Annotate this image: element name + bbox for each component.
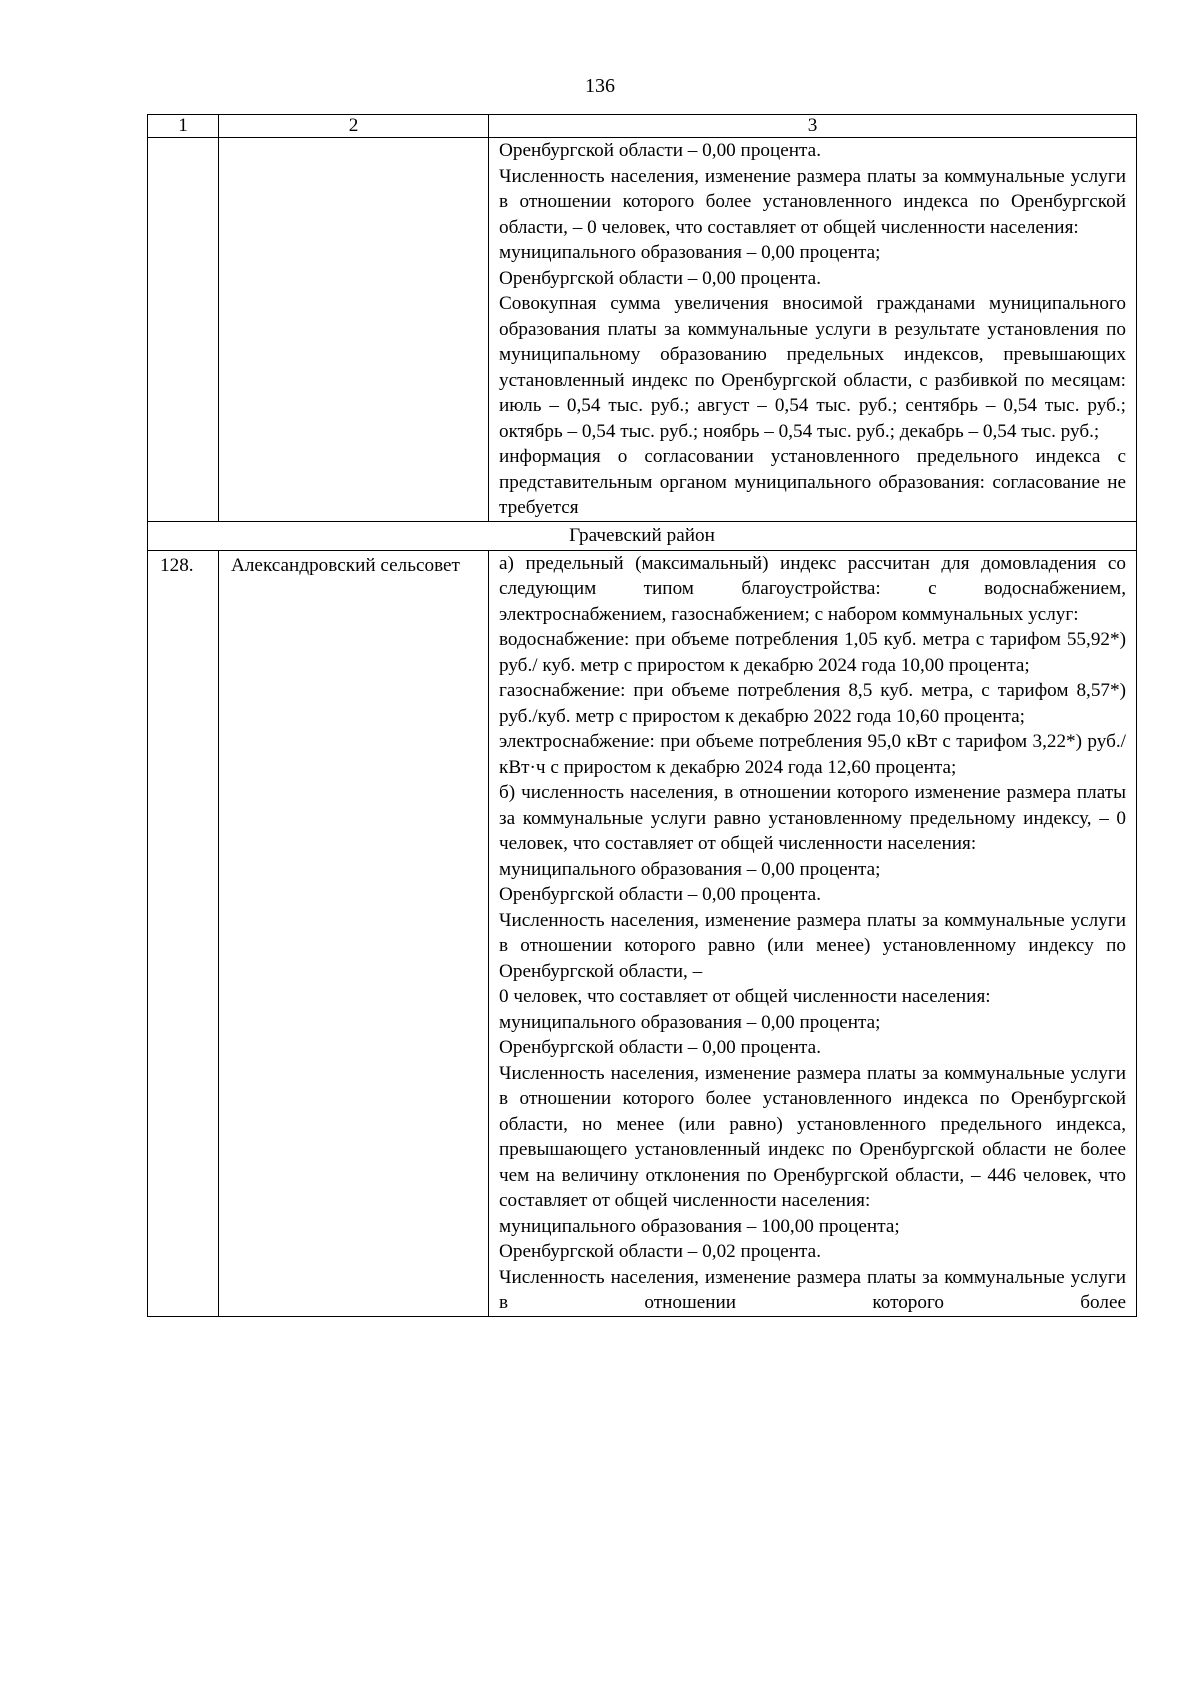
row-number: 128. — [148, 550, 219, 1316]
description-paragraph: Оренбургской области – 0,00 процента. — [499, 267, 821, 289]
page-number: 136 — [585, 75, 615, 97]
municipality-name: Александровский сельсовет — [219, 550, 489, 1316]
description-paragraph: Оренбургской области – 0,00 процента. — [499, 140, 821, 161]
description-paragraph: муниципального образования – 0,00 процента; — [499, 858, 881, 880]
description-paragraph: муниципального образования – 0,00 процента; — [499, 242, 881, 263]
description-paragraph: Численность населения, изменение размера платы за коммунальные услуги в отношении которого равно (или менее) установленному индексу по Оренбургской области, – — [499, 909, 1126, 982]
column-header-1: 1 — [148, 115, 219, 138]
description-paragraph: Численность населения, изменение размера платы за коммунальные услуги в отношении которого более установленного индекса по Оренбургской области, но менее (или равно) установленного предельного индекса, превышающего установленный индекс по Оренбургской области не более чем на величину отклонения по Оренбургской области, – 446 человек, что составляет от общей численности населения: — [499, 1062, 1126, 1211]
row-name-cell — [219, 138, 489, 522]
description-paragraph: Оренбургской области – 0,00 процента. — [499, 1037, 821, 1058]
description-paragraph: водоснабжение: при объеме потребления 1,05 куб. метра с тарифом 55,92*) руб./ куб. метр с приростом к декабрю 2024 года 10,00 процента; — [499, 629, 1126, 676]
description-paragraph: а) предельный (максимальный) индекс рассчитан для домовладения со следующим типом благоустройства: с водоснабжением, электроснабжением, газоснабжением; с набором коммунальных услуг: — [499, 552, 1126, 625]
row-description-cell — [489, 138, 1137, 522]
column-header-2: 2 — [219, 115, 489, 138]
description-paragraph: информация о согласовании установленного предельного индекса с представительным органом муниципального образования: согласование не требуется — [499, 446, 1126, 518]
description-paragraph: Совокупная сумма увеличения вносимой гражданами муниципального образования платы за коммунальные услуги в результате установления по муниципальному образованию предельных индексов, превышающих установленный индекс по Оренбургской области, с разбивкой по месяцам: июль – 0,54 тыс. руб.; август – 0,54 тыс. руб.; сентябрь – 0,54 тыс. руб.; октябрь – 0,54 тыс. руб.; ноябрь – 0,54 тыс. руб.; декабрь – 0,54 тыс. руб.; — [499, 293, 1126, 442]
section-row — [148, 521, 1137, 550]
table-row — [148, 550, 1137, 1316]
description-paragraph: 0 человек, что составляет от общей численности населения: — [499, 986, 991, 1007]
row-number-cell — [148, 138, 219, 522]
section-title: Грачевский район — [148, 521, 1137, 550]
tariff-index-table — [147, 114, 1137, 1317]
table-header-row — [148, 115, 1137, 138]
description-paragraph: Оренбургской области – 0,02 процента. — [499, 1241, 821, 1262]
description-paragraph: Оренбургской области – 0,00 процента. — [499, 884, 821, 905]
row-description-cell — [489, 550, 1137, 1316]
description-paragraph: Численность населения, изменение размера платы за коммунальные услуги в отношении которого более — [499, 1266, 1126, 1313]
description-paragraph: электроснабжение: при объеме потребления 95,0 кВт с тарифом 3,22*) руб./кВт·ч с приростом к декабрю 2024 года 12,60 процента; — [499, 731, 1126, 778]
description-paragraph: Численность населения, изменение размера платы за коммунальные услуги в отношении которого более установленного индекса по Оренбургской области, – 0 человек, что составляет от общей численности населения: — [499, 165, 1126, 238]
description-paragraph: муниципального образования – 100,00 процента; — [499, 1215, 900, 1237]
description-paragraph: б) численность населения, в отношении которого изменение размера платы за коммунальные услуги равно установленному предельному индексу, – 0 человек, что составляет от общей численности населения: — [499, 782, 1126, 854]
column-header-3: 3 — [489, 115, 1137, 138]
description-paragraph: муниципального образования – 0,00 процента; — [499, 1011, 881, 1033]
description-paragraph: газоснабжение: при объеме потребления 8,5 куб. метра, с тарифом 8,57*) руб./куб. метр с приростом к декабрю 2022 года 10,60 процента; — [499, 680, 1126, 727]
table-row-continued — [148, 138, 1137, 522]
